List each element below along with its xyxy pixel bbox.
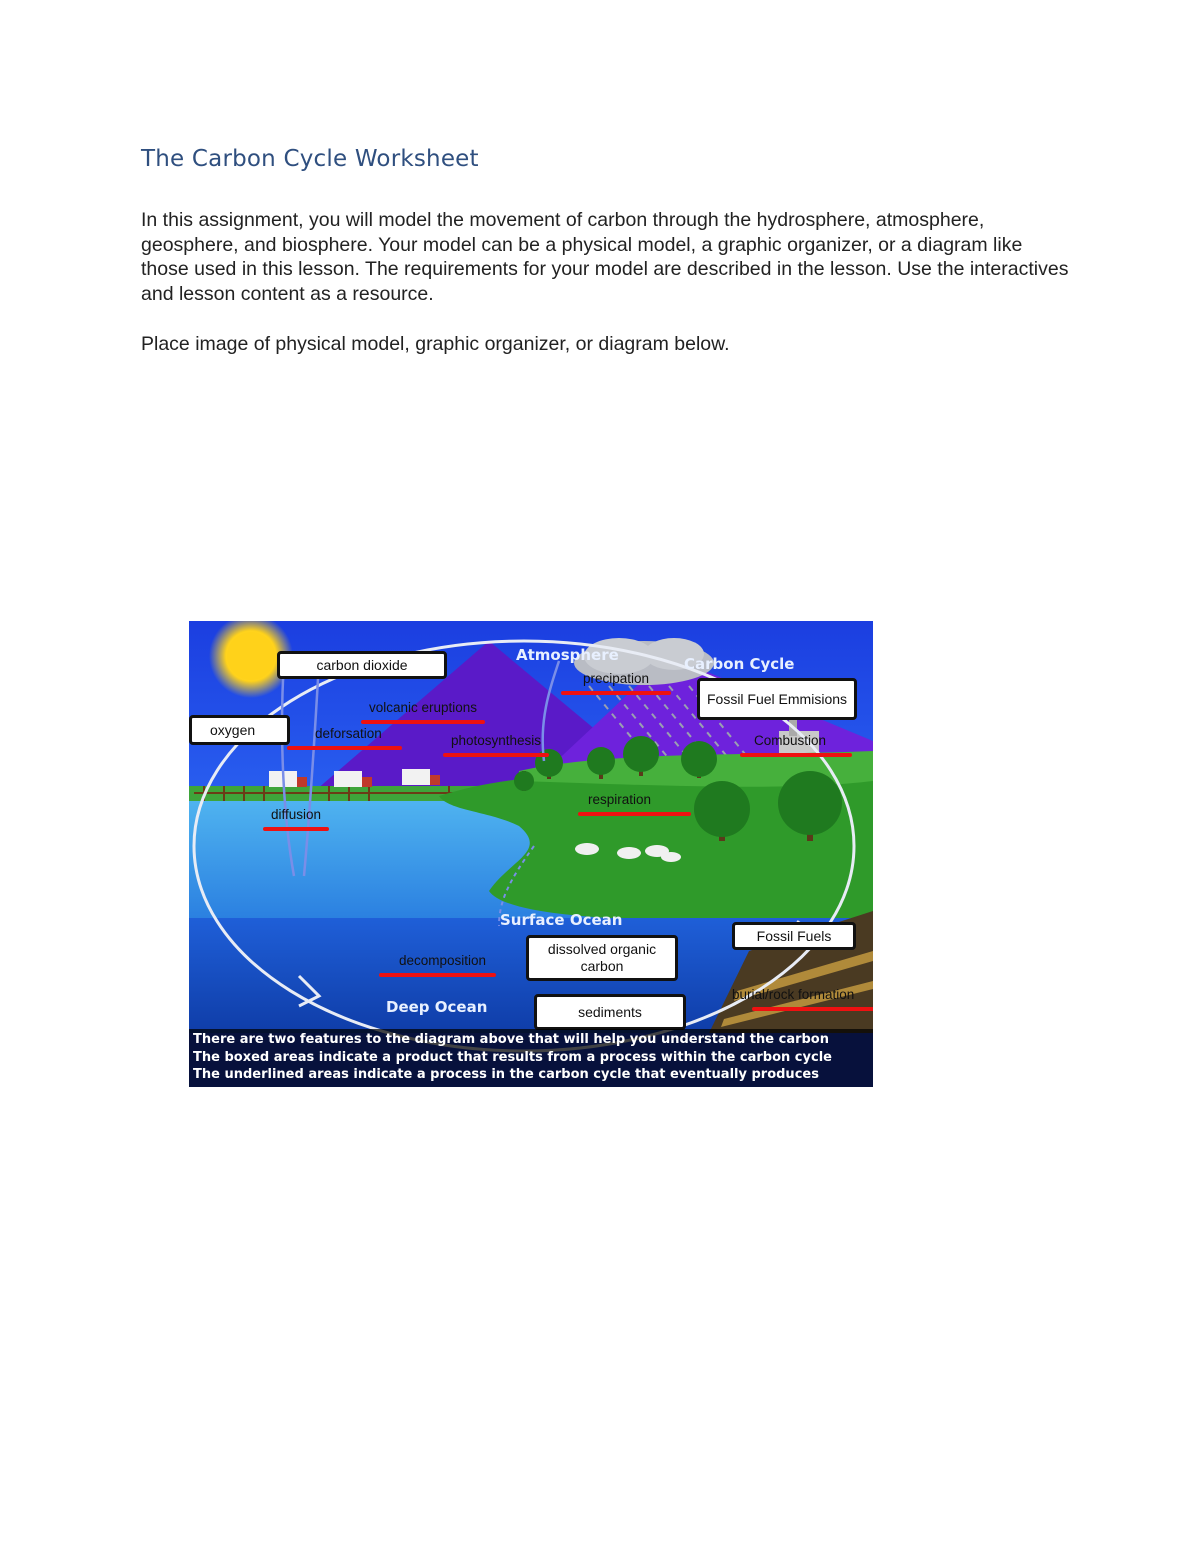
combustion-label: Combustion [754, 733, 826, 749]
caption-line: The underlined areas indicate a process in the carbon cycle that eventually produces [193, 1067, 819, 1082]
fossil-fuel-emissions-box: Fossil Fuel Emmisions [697, 678, 857, 720]
underline-mark [287, 746, 402, 750]
underline-mark [578, 812, 691, 816]
respiration-label: respiration [588, 792, 651, 808]
carbon-dioxide-box: carbon dioxide [277, 651, 447, 679]
precipation-label: precipation [583, 671, 649, 687]
carbon-cycle-diagram [189, 621, 873, 1087]
burial-rock-formation-label: burial/rock formation [732, 987, 854, 1003]
diagram-caption [189, 1029, 873, 1087]
deforsation-label: deforsation [315, 726, 382, 742]
decomposition-label: decomposition [399, 953, 486, 969]
dissolved-organic-carbon-box: dissolved organic carbon [526, 935, 678, 981]
diffusion-label: diffusion [271, 807, 321, 823]
page-title: The Carbon Cycle Worksheet [141, 146, 479, 172]
underline-mark [740, 753, 852, 757]
trucks-icon [269, 769, 440, 787]
underline-mark [561, 691, 671, 695]
atmosphere-label: Atmosphere [516, 646, 619, 664]
photosynthesis-label: photosynthesis [451, 733, 541, 749]
placement-instruction: Place image of physical model, graphic organizer, or diagram below. [141, 333, 730, 355]
fossil-fuels-box: Fossil Fuels [732, 922, 856, 950]
underline-mark [263, 827, 329, 831]
oxygen-box: oxygen [189, 715, 290, 745]
underline-mark [361, 720, 485, 724]
underline-mark [443, 753, 549, 757]
underline-mark [752, 1007, 873, 1011]
instructions-paragraph: In this assignment, you will model the movement of carbon through the hydrosphere, atmosphere, geosphere, and biosphere. Your model can be a physical model, a graphic organizer, or a diagram like those used in this lesson. The requirements for your model are described in the lesson. Use the interactives and lesson content as a resource. [141, 209, 1069, 305]
sediments-box: sediments [534, 994, 686, 1030]
deep-ocean-label: Deep Ocean [386, 998, 488, 1016]
surface-ocean-label: Surface Ocean [500, 911, 623, 929]
caption-line: There are two features to the diagram above that will help you understand the carbon [193, 1032, 829, 1047]
underline-mark [379, 973, 496, 977]
volcanic-eruptions-label: volcanic eruptions [369, 700, 477, 716]
carbon-cycle-label: Carbon Cycle [684, 655, 795, 673]
caption-line: The boxed areas indicate a product that results from a process within the carbon cycle [193, 1049, 832, 1065]
